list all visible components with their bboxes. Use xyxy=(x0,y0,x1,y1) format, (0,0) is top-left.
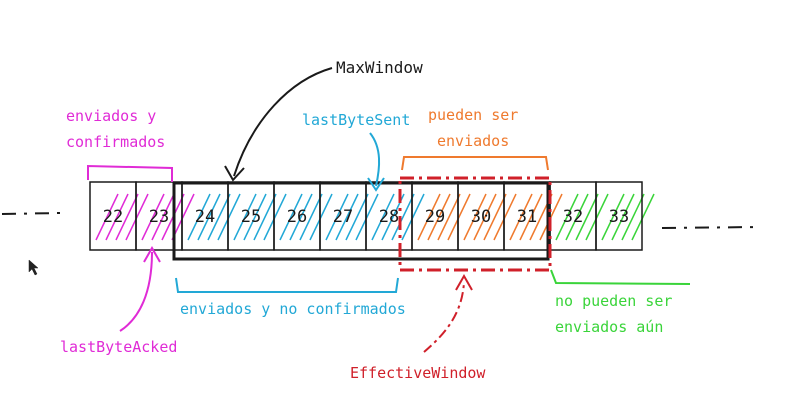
byte-number: 23 xyxy=(148,207,170,227)
byte-number: 27 xyxy=(332,207,354,227)
can-send-label-line2: enviados xyxy=(437,132,510,150)
mouse-cursor-icon xyxy=(29,260,38,275)
effective-window-label: EffectiveWindow xyxy=(350,364,486,382)
effective-window-arrow xyxy=(424,282,464,352)
last-byte-acked-label: lastByteAcked xyxy=(60,338,178,356)
byte-number: 32 xyxy=(562,207,584,227)
can-send-label-line1: pueden ser xyxy=(428,106,519,124)
cannot-send-line xyxy=(551,270,690,284)
sent-confirmed-label-line1: enviados y xyxy=(66,107,157,125)
sent-not-confirmed-bracket xyxy=(176,278,398,292)
byte-number: 22 xyxy=(102,207,124,227)
sent-not-confirmed-label: enviados y no confirmados xyxy=(180,300,406,318)
can-send-bracket xyxy=(402,157,548,170)
last-byte-sent-arrow xyxy=(370,133,379,186)
byte-number: 24 xyxy=(194,207,216,227)
hatch-stroke xyxy=(632,194,654,240)
byte-number: 28 xyxy=(378,207,400,227)
byte-number: 26 xyxy=(286,207,308,227)
max-window-label: MaxWindow xyxy=(336,58,423,77)
byte-number: 33 xyxy=(608,207,630,227)
continuation-right-line xyxy=(662,227,760,228)
byte-number: 25 xyxy=(240,207,262,227)
cannot-send-label-line1: no pueden ser xyxy=(555,292,673,310)
continuation-left-line xyxy=(2,213,60,214)
last-byte-sent-label: lastByteSent xyxy=(302,111,411,129)
byte-number: 31 xyxy=(516,207,538,227)
cannot-send-label-line2: enviados aún xyxy=(555,318,664,336)
last-byte-acked-arrow xyxy=(120,252,152,331)
byte-number: 30 xyxy=(470,207,492,227)
byte-number: 29 xyxy=(424,207,446,227)
sent-confirmed-label-line2: confirmados xyxy=(66,133,166,151)
sent-confirmed-bracket xyxy=(88,166,172,182)
